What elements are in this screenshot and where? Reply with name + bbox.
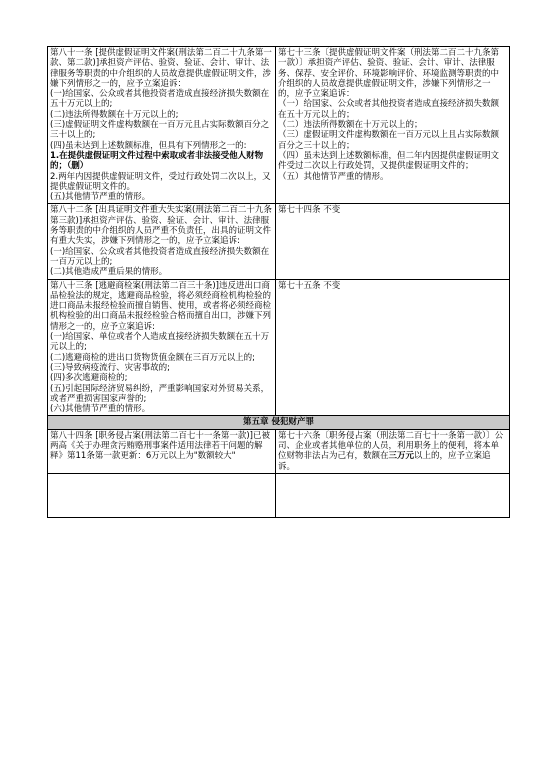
unchanged-note: 第七十五条 不变 bbox=[278, 280, 341, 291]
new-article-73 bbox=[276, 47, 510, 204]
paragraph: 第八十一条 [提供虚假证明文件案(刑法第二百二十九条第一款、第二款)]承担资产评估、验资、验证、会计、审计、法律服务等职责的中介组织的人员故意提供虚假证明文件，涉嫌下列情形之一的，应予立案追诉： bbox=[50, 48, 272, 89]
table-row bbox=[48, 279, 510, 416]
old-article-83 bbox=[48, 279, 276, 416]
old-article-81 bbox=[48, 47, 276, 204]
old-article-82 bbox=[48, 204, 276, 279]
paragraph: (二)其他造成严重后果的情形。 bbox=[50, 267, 168, 278]
paragraph: 第八十四条 [职务侵占案(刑法第二百七十一条第一款)]已被两高《关于办理贪污贿赂刑事案件适用法律若干问题的解释》第11条第一款更新：6万元以上为"数额较大" bbox=[50, 430, 270, 462]
paragraph: (一)给国家、单位或者个人造成直接经济损失数额在五十万元以上的; bbox=[50, 332, 270, 353]
blank-cell bbox=[276, 473, 510, 517]
table-row bbox=[48, 47, 510, 204]
amount-bold: 三万元 bbox=[388, 451, 415, 462]
paragraph-part: 第七十六条〔职务侵占案（刑法第二百七十一条第一款）〕公司、企业或者其他单位的人员，利用职务上的便利，将本单位财物非法占为己有，数额在 bbox=[278, 430, 504, 462]
paragraph: （三）虚假证明文件虚构数额在一百万元以上且占实际数额百分之三十以上的； bbox=[278, 130, 500, 151]
paragraph: （一）给国家、公众或者其他投资者造成直接经济损失数额在五十万元以上的； bbox=[278, 99, 500, 120]
paragraph: (一)给国家、公众或者其他投资者造成直接经济损失数额在一百万元以上的; bbox=[50, 246, 270, 267]
paragraph: (五)其他情节严重的情形。 bbox=[50, 192, 151, 203]
blank-row bbox=[48, 473, 510, 517]
new-article-75 bbox=[276, 279, 510, 416]
chapter-heading: 第五章 侵犯财产罪 bbox=[48, 416, 510, 429]
paragraph: （二）违法所得数额在十万元以上的； bbox=[278, 120, 423, 131]
paragraph: (四)虽未达到上述数额标准，但具有下列情形之一的: bbox=[50, 140, 247, 151]
paragraph: (五)引起国际经济贸易纠纷，严重影响国家对外贸易关系，或者严重损害国家声誉的; bbox=[50, 383, 270, 404]
paragraph: (三)虚假证明文件虚构数额在一百万元且占实际数额百分之三十以上的; bbox=[50, 120, 270, 141]
chapter-row bbox=[48, 416, 510, 429]
paragraph: 第七十三条〔提供虚假证明文件案（刑法第二百二十九条第一款）〕承担资产评估、验资、验证、会计、审计、法律服务、保荐、安全评价、环境影响评价、环境监测等职责的中介组织的人员故意提供虚假证明文件，涉嫌下列情形之一的，应予立案追诉： bbox=[278, 48, 500, 100]
new-article-76 bbox=[276, 429, 510, 473]
table-row bbox=[48, 204, 510, 279]
old-article-84 bbox=[48, 429, 276, 473]
paragraph: (六)其他情节严重的情形。 bbox=[50, 404, 151, 415]
paragraph: (二)违法所得数额在十万元以上的; bbox=[50, 109, 179, 120]
new-article-74 bbox=[276, 204, 510, 279]
paragraph: 2.两年内因提供虚假证明文件，受过行政处罚二次以上，又提供虚假证明文件的。 bbox=[50, 171, 271, 192]
comparison-table bbox=[47, 46, 510, 518]
paragraph: （四）虽未达到上述数额标准，但二年内因提供虚假证明文件受过二次以上行政处罚，又提供虚假证明文件的； bbox=[278, 150, 500, 172]
paragraph: 第八十三条 [逃避商检案(刑法第二百三十条)]违反进出口商品检验法的规定，逃避商品检验，将必须经商检机构检验的进口商品未报经检验而擅自销售、使用，或者将必须经商检机构检验的出口商品未报经检验合格而擅自出口，涉嫌下列情形之一的，应予立案追诉: bbox=[50, 280, 272, 332]
paragraph: (三)导致病疫流行、灾害事故的; bbox=[50, 362, 170, 373]
paragraph: （五）其他情节严重的情形。 bbox=[278, 171, 389, 182]
paragraph-part: 以上的，应予立案追诉。 bbox=[278, 451, 491, 472]
table-row bbox=[48, 429, 510, 473]
paragraph-bold-deleted: 1.在提供虚假证明文件过程中索取或者非法接受他人财物的；（删） bbox=[50, 150, 264, 172]
paragraph: (二)逃避商检的进出口货物货值金额在三百万元以上的; bbox=[50, 352, 255, 363]
paragraph: 第八十二条 [出具证明文件重大失实案(刑法第二百二十九条第三款)]承担资产评估、验资、验证、会计、审计、法律服务等职责的中介组织的人员严重不负责任，出具的证明文件有重大失实，涉嫌下列情形之一的，应予立案追诉: bbox=[50, 205, 272, 247]
paragraph: (四)多次逃避商检的; bbox=[50, 373, 128, 384]
unchanged-note: 第七十四条 不变 bbox=[278, 205, 341, 216]
blank-cell bbox=[48, 473, 276, 517]
paragraph: (一)给国家、公众或者其他投资者造成直接经济损失数额在五十万元以上的; bbox=[50, 89, 270, 110]
